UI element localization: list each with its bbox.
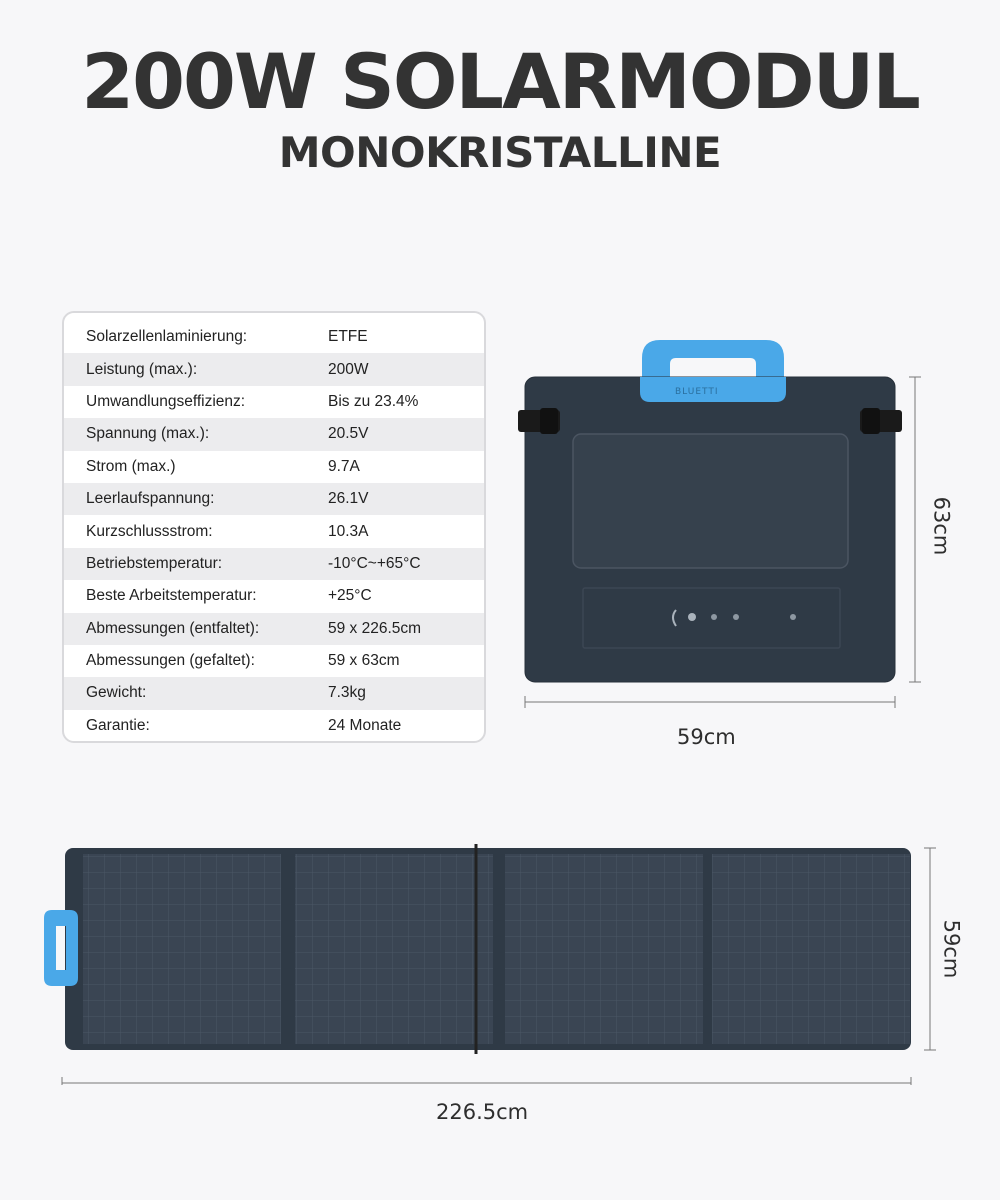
- spec-value: 7.3kg: [328, 684, 366, 702]
- spec-row: [64, 645, 484, 677]
- solar-cell-section: [295, 854, 493, 1044]
- spec-label: Strom (max.): [86, 457, 176, 475]
- unfolded-panel-illustration: [40, 840, 970, 1085]
- spec-label: Kurzschlussstrom:: [86, 522, 213, 540]
- spec-value: 26.1V: [328, 490, 369, 508]
- spec-row: [64, 386, 484, 418]
- spec-label: Gewicht:: [86, 684, 147, 702]
- port-icon: [733, 614, 739, 620]
- spec-label: Betriebstemperatur:: [86, 554, 223, 572]
- storage-pocket: [573, 434, 848, 568]
- spec-value: +25°C: [328, 587, 372, 605]
- spec-row: [64, 353, 484, 385]
- spec-label: Solarzellenlaminierung:: [86, 328, 248, 346]
- port-icon: [711, 614, 717, 620]
- spec-row: [64, 548, 484, 580]
- brand-logo: BLUETTI: [675, 387, 719, 397]
- solar-cell-section: [505, 854, 703, 1044]
- spec-value: 200W: [328, 360, 369, 378]
- spec-value: -10°C~+65°C: [328, 554, 421, 572]
- spec-label: Leistung (max.):: [86, 360, 198, 378]
- spec-value: 10.3A: [328, 522, 369, 540]
- spec-row: [64, 483, 484, 515]
- spec-value: ETFE: [328, 328, 368, 346]
- spec-row: [64, 515, 484, 547]
- spec-value: 59 x 226.5cm: [328, 619, 422, 637]
- spec-row: [64, 580, 484, 612]
- spec-value: 20.5V: [328, 425, 369, 443]
- page-subtitle: MONOKRISTALLINE: [278, 128, 722, 177]
- folded-width-label: 59cm: [677, 725, 736, 749]
- spec-label: Abmessungen (entfaltet):: [86, 619, 260, 637]
- solar-cell-section: [712, 854, 910, 1044]
- folded-height-label: 63cm: [929, 496, 954, 556]
- spec-label: Spannung (max.):: [86, 425, 210, 443]
- port-icon: [790, 614, 796, 620]
- spec-row: [64, 710, 484, 742]
- spec-label: Beste Arbeitstemperatur:: [86, 587, 257, 605]
- page-title: 200W SOLARMODUL: [81, 37, 919, 126]
- spec-row: [64, 451, 484, 483]
- unfolded-height-label: 59cm: [939, 919, 964, 979]
- spec-value: 24 Monate: [328, 716, 402, 734]
- spec-value: 9.7A: [328, 457, 360, 475]
- spec-label: Umwandlungseffizienz:: [86, 392, 246, 410]
- unfolded-width-label: 226.5cm: [436, 1100, 529, 1124]
- folded-panel-illustration: [510, 330, 930, 720]
- spec-row: [64, 418, 484, 450]
- spec-row: [64, 321, 484, 353]
- spec-value: Bis zu 23.4%: [328, 392, 419, 410]
- spec-table: [62, 311, 486, 743]
- spec-label: Abmessungen (gefaltet):: [86, 652, 255, 670]
- spec-label: Garantie:: [86, 716, 150, 734]
- side-handle-icon: [44, 910, 78, 986]
- spec-label: Leerlaufspannung:: [86, 490, 215, 508]
- solar-cell-section: [83, 854, 281, 1044]
- spec-row: [64, 677, 484, 709]
- spec-row: [64, 613, 484, 645]
- spec-value: 59 x 63cm: [328, 652, 400, 670]
- port-icon: [688, 613, 696, 621]
